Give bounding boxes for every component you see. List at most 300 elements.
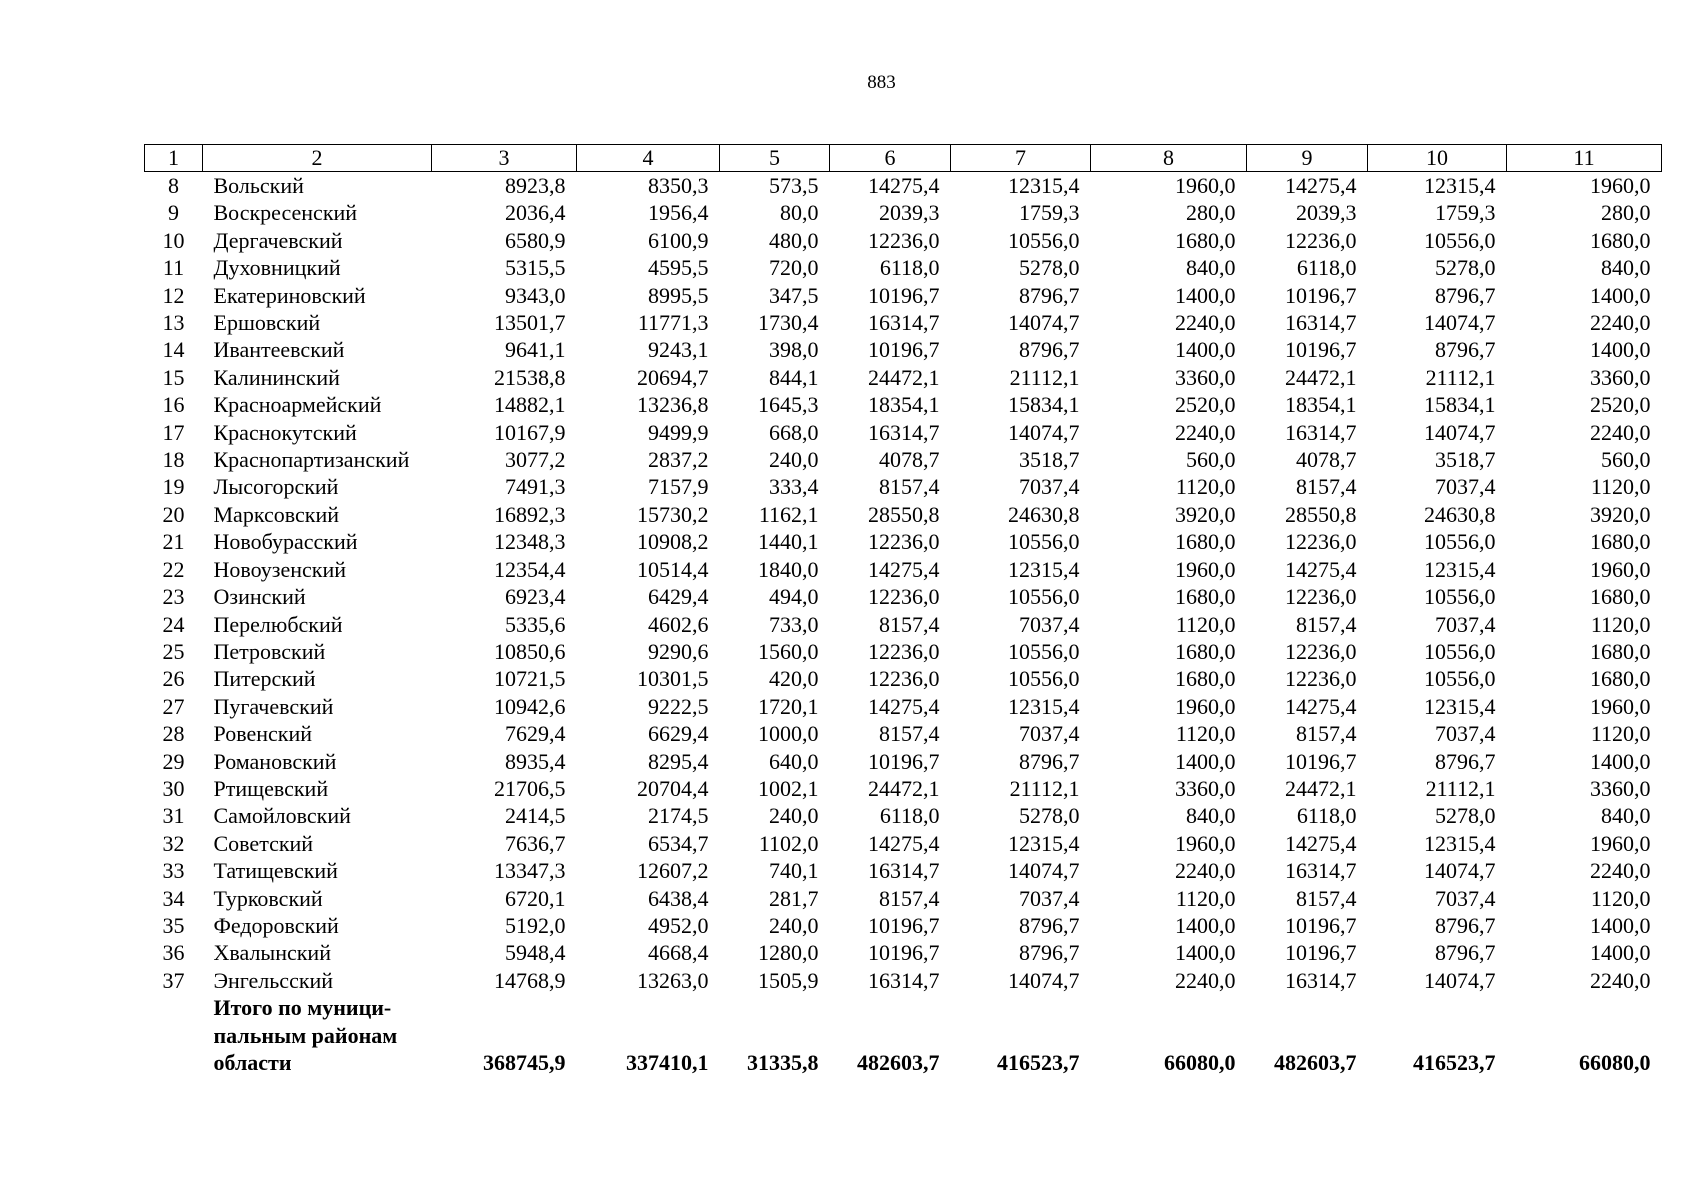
row-number: 36: [162, 940, 185, 966]
row-number: 27: [162, 693, 185, 719]
value-cell: 1120,0: [1175, 611, 1236, 637]
value-cell: 844,1: [769, 364, 819, 390]
value-cell: 7037,4: [1435, 885, 1496, 911]
value-cell: 8796,7: [1435, 282, 1496, 308]
table-row: [145, 473, 1662, 500]
value-cell: 21112,1: [1425, 775, 1496, 801]
value-cell: 6100,9: [648, 227, 709, 253]
district-name: Питерский: [213, 666, 316, 692]
value-cell: 12236,0: [868, 227, 940, 253]
value-cell: 6720,1: [505, 885, 566, 911]
row-number: 35: [162, 912, 185, 938]
value-cell: 1680,0: [1590, 584, 1651, 610]
value-cell: 8157,4: [879, 474, 940, 500]
value-cell: 8157,4: [1296, 474, 1357, 500]
value-cell: 9641,1: [505, 337, 566, 363]
value-cell: 10196,7: [1285, 337, 1357, 363]
total-number-cell: [145, 994, 203, 1076]
value-cell: 1759,3: [1435, 200, 1496, 226]
row-number: 17: [162, 419, 185, 445]
value-cell: 6629,4: [648, 721, 709, 747]
value-cell: 1680,0: [1175, 227, 1236, 253]
page-number: 883: [867, 72, 896, 93]
value-cell: 10196,7: [1285, 748, 1357, 774]
district-name: Духовницкий: [213, 255, 341, 281]
value-cell: 21112,1: [1425, 364, 1496, 390]
value-cell: 1960,0: [1590, 556, 1651, 582]
value-cell: 10942,6: [494, 693, 566, 719]
value-cell: 10556,0: [1008, 227, 1080, 253]
value-cell: 9222,5: [648, 693, 709, 719]
district-name: Турковский: [213, 885, 323, 911]
district-name: Петровский: [213, 638, 326, 664]
value-cell: 12315,4: [1008, 173, 1080, 198]
column-number-header: [145, 145, 1662, 172]
value-cell: 1102,0: [758, 830, 819, 856]
value-cell: 640,0: [769, 748, 819, 774]
value-cell: 12236,0: [868, 666, 940, 692]
value-cell: 2240,0: [1590, 419, 1651, 445]
value-cell: 5278,0: [1435, 255, 1496, 281]
value-cell: 5278,0: [1019, 803, 1080, 829]
value-cell: 8923,8: [505, 173, 566, 198]
value-cell: 8796,7: [1019, 940, 1080, 966]
value-cell: 14074,7: [1008, 967, 1080, 993]
row-number: 32: [162, 830, 185, 856]
value-cell: 2240,0: [1175, 310, 1236, 336]
value-cell: 24630,8: [1008, 501, 1080, 527]
table-row: [145, 172, 1662, 200]
value-cell: 24472,1: [868, 364, 940, 390]
value-cell: 1960,0: [1175, 556, 1236, 582]
value-cell: 10556,0: [1424, 638, 1496, 664]
value-cell: 2240,0: [1590, 310, 1651, 336]
table-row: [145, 665, 1662, 692]
value-cell: 5192,0: [505, 912, 566, 938]
value-cell: 14074,7: [1008, 858, 1080, 884]
row-number: 22: [162, 556, 185, 582]
value-cell: 240,0: [769, 912, 819, 938]
value-cell: 21538,8: [494, 364, 566, 390]
value-cell: 24472,1: [868, 775, 940, 801]
value-cell: 12236,0: [868, 638, 940, 664]
column-header: 11: [1507, 145, 1662, 172]
value-cell: 840,0: [1601, 803, 1651, 829]
value-cell: 16314,7: [868, 967, 940, 993]
value-cell: 12315,4: [1424, 830, 1496, 856]
value-cell: 1120,0: [1175, 721, 1236, 747]
table-row: [145, 775, 1662, 802]
value-cell: 10196,7: [868, 337, 940, 363]
value-cell: 12348,3: [494, 529, 566, 555]
value-cell: 7037,4: [1019, 721, 1080, 747]
table-row: [145, 556, 1662, 583]
value-cell: 240,0: [769, 447, 819, 473]
value-cell: 14275,4: [1285, 830, 1357, 856]
value-cell: 12236,0: [1285, 638, 1357, 664]
value-cell: 1680,0: [1175, 529, 1236, 555]
value-cell: 840,0: [1186, 255, 1236, 281]
value-cell: 3360,0: [1175, 775, 1236, 801]
value-cell: 347,5: [769, 282, 819, 308]
value-cell: 10196,7: [1285, 282, 1357, 308]
district-name: Хвалынский: [213, 940, 331, 966]
value-cell: 1400,0: [1590, 748, 1651, 774]
value-cell: 573,5: [769, 173, 819, 198]
value-cell: 720,0: [769, 255, 819, 281]
value-cell: 8157,4: [879, 611, 940, 637]
value-cell: 1162,1: [758, 501, 819, 527]
value-cell: 1400,0: [1175, 912, 1236, 938]
value-cell: 8157,4: [1296, 885, 1357, 911]
value-cell: 13236,8: [637, 392, 709, 418]
value-cell: 1280,0: [758, 940, 819, 966]
value-cell: 2414,5: [505, 803, 566, 829]
value-cell: 20694,7: [637, 364, 709, 390]
value-cell: 1505,9: [758, 967, 819, 993]
district-name: Самойловский: [213, 803, 351, 829]
value-cell: 1960,0: [1590, 830, 1651, 856]
value-cell: 1400,0: [1175, 282, 1236, 308]
value-cell: 9290,6: [648, 638, 709, 664]
value-cell: 1440,1: [758, 529, 819, 555]
value-cell: 5948,4: [505, 940, 566, 966]
total-value-cell: 66080,0: [1579, 1050, 1651, 1075]
value-cell: 3360,0: [1590, 364, 1651, 390]
table-row: [145, 720, 1662, 747]
row-number: 15: [162, 364, 185, 390]
value-cell: 28550,8: [868, 501, 940, 527]
value-cell: 10850,6: [494, 638, 566, 664]
value-cell: 10721,5: [494, 666, 566, 692]
value-cell: 4595,5: [648, 255, 709, 281]
district-name: Татищевский: [213, 858, 338, 884]
value-cell: 14275,4: [868, 830, 940, 856]
value-cell: 6580,9: [505, 227, 566, 253]
table-row: [145, 748, 1662, 775]
row-number: 23: [162, 584, 185, 610]
value-cell: 10196,7: [1285, 940, 1357, 966]
table-body: [145, 172, 1662, 1077]
value-cell: 3360,0: [1590, 775, 1651, 801]
value-cell: 13347,3: [494, 858, 566, 884]
value-cell: 1120,0: [1590, 885, 1651, 911]
value-cell: 14882,1: [494, 392, 566, 418]
value-cell: 1120,0: [1175, 885, 1236, 911]
value-cell: 1680,0: [1590, 529, 1651, 555]
value-cell: 1730,4: [758, 310, 819, 336]
value-cell: 10196,7: [868, 282, 940, 308]
value-cell: 1960,0: [1175, 693, 1236, 719]
table-row: [145, 309, 1662, 336]
total-label: Итого по муници-пальным районам области: [213, 995, 398, 1075]
value-cell: 2240,0: [1175, 858, 1236, 884]
value-cell: 1400,0: [1590, 282, 1651, 308]
value-cell: 1840,0: [758, 556, 819, 582]
value-cell: 21112,1: [1009, 775, 1080, 801]
value-cell: 7037,4: [1435, 474, 1496, 500]
value-cell: 10301,5: [637, 666, 709, 692]
value-cell: 8157,4: [1296, 721, 1357, 747]
value-cell: 2039,3: [879, 200, 940, 226]
column-header: 4: [577, 145, 720, 172]
value-cell: 3518,7: [1019, 447, 1080, 473]
value-cell: 3920,0: [1175, 501, 1236, 527]
value-cell: 10556,0: [1008, 529, 1080, 555]
value-cell: 10196,7: [868, 940, 940, 966]
value-cell: 1680,0: [1175, 638, 1236, 664]
value-cell: 1560,0: [758, 638, 819, 664]
district-name: Ровенский: [213, 721, 312, 747]
value-cell: 8295,4: [648, 748, 709, 774]
value-cell: 10908,2: [637, 529, 709, 555]
table-row: [145, 419, 1662, 446]
district-name: Энгельсский: [213, 967, 334, 993]
total-row: [145, 994, 1662, 1076]
value-cell: 10556,0: [1008, 666, 1080, 692]
column-header: 10: [1368, 145, 1507, 172]
value-cell: 8157,4: [1296, 611, 1357, 637]
value-cell: 10556,0: [1008, 584, 1080, 610]
value-cell: 16314,7: [1285, 858, 1357, 884]
value-cell: 1956,4: [648, 200, 709, 226]
value-cell: 6429,4: [648, 584, 709, 610]
value-cell: 6534,7: [648, 830, 709, 856]
value-cell: 14275,4: [868, 556, 940, 582]
value-cell: 12315,4: [1424, 173, 1496, 198]
value-cell: 2240,0: [1590, 858, 1651, 884]
district-name: Новоузенский: [213, 556, 347, 582]
district-name: Перелюбский: [213, 611, 343, 637]
district-name: Ртищевский: [213, 775, 329, 801]
row-number: 12: [162, 282, 185, 308]
table-row: [145, 336, 1662, 363]
value-cell: 7037,4: [1435, 611, 1496, 637]
value-cell: 8796,7: [1435, 748, 1496, 774]
value-cell: 16314,7: [868, 419, 940, 445]
value-cell: 5278,0: [1019, 255, 1080, 281]
value-cell: 16892,3: [494, 501, 566, 527]
district-name: Воскресенский: [213, 200, 358, 226]
value-cell: 6438,4: [648, 885, 709, 911]
district-budget-table: [144, 144, 1662, 1076]
district-name: Озинский: [213, 584, 306, 610]
table-row: [145, 254, 1662, 281]
value-cell: 9499,9: [648, 419, 709, 445]
value-cell: 1720,1: [758, 693, 819, 719]
value-cell: 7037,4: [1019, 885, 1080, 911]
row-number: 25: [162, 638, 185, 664]
value-cell: 14074,7: [1008, 419, 1080, 445]
value-cell: 21112,1: [1009, 364, 1080, 390]
row-number: 9: [168, 200, 179, 226]
value-cell: 1680,0: [1590, 638, 1651, 664]
value-cell: 7491,3: [505, 474, 566, 500]
value-cell: 16314,7: [1285, 419, 1357, 445]
table-row: [145, 611, 1662, 638]
value-cell: 10556,0: [1424, 666, 1496, 692]
value-cell: 4952,0: [648, 912, 709, 938]
table-row: [145, 830, 1662, 857]
value-cell: 8796,7: [1435, 912, 1496, 938]
value-cell: 2240,0: [1175, 419, 1236, 445]
value-cell: 12354,4: [494, 556, 566, 582]
value-cell: 16314,7: [1285, 310, 1357, 336]
value-cell: 7157,9: [648, 474, 709, 500]
value-cell: 12236,0: [868, 584, 940, 610]
district-name: Лысогорский: [213, 474, 339, 500]
value-cell: 6118,0: [879, 803, 940, 829]
table-row: [145, 528, 1662, 555]
column-header: 8: [1091, 145, 1247, 172]
value-cell: 4668,4: [648, 940, 709, 966]
value-cell: 3360,0: [1175, 364, 1236, 390]
value-cell: 10196,7: [1285, 912, 1357, 938]
table-row: [145, 446, 1662, 473]
value-cell: 14275,4: [868, 173, 940, 198]
value-cell: 14275,4: [868, 693, 940, 719]
value-cell: 14275,4: [1285, 556, 1357, 582]
row-number: 21: [162, 529, 185, 555]
row-number: 37: [162, 967, 185, 993]
value-cell: 10556,0: [1424, 529, 1496, 555]
value-cell: 740,1: [769, 858, 819, 884]
value-cell: 5278,0: [1435, 803, 1496, 829]
district-name: Марксовский: [213, 501, 339, 527]
value-cell: 12315,4: [1008, 556, 1080, 582]
value-cell: 16314,7: [1285, 967, 1357, 993]
value-cell: 281,7: [769, 885, 819, 911]
value-cell: 560,0: [1186, 447, 1236, 473]
column-header: 3: [432, 145, 577, 172]
column-header: 7: [951, 145, 1091, 172]
value-cell: 14275,4: [1285, 173, 1357, 198]
value-cell: 12607,2: [637, 858, 709, 884]
value-cell: 12315,4: [1008, 693, 1080, 719]
value-cell: 13501,7: [494, 310, 566, 336]
value-cell: 14074,7: [1424, 967, 1496, 993]
value-cell: 2520,0: [1175, 392, 1236, 418]
value-cell: 9343,0: [505, 282, 566, 308]
column-header: 1: [145, 145, 203, 172]
value-cell: 12236,0: [868, 529, 940, 555]
value-cell: 24630,8: [1424, 501, 1496, 527]
value-cell: 10167,9: [494, 419, 566, 445]
row-number: 8: [168, 173, 179, 198]
value-cell: 10196,7: [868, 912, 940, 938]
value-cell: 5335,6: [505, 611, 566, 637]
value-cell: 7629,4: [505, 721, 566, 747]
value-cell: 8796,7: [1435, 940, 1496, 966]
value-cell: 12236,0: [1285, 584, 1357, 610]
value-cell: 1400,0: [1590, 912, 1651, 938]
value-cell: 28550,8: [1285, 501, 1357, 527]
value-cell: 2837,2: [648, 447, 709, 473]
total-value-cell: 482603,7: [1274, 1050, 1357, 1075]
value-cell: 240,0: [769, 803, 819, 829]
value-cell: 1000,0: [758, 721, 819, 747]
value-cell: 12315,4: [1424, 693, 1496, 719]
row-number: 18: [162, 447, 185, 473]
value-cell: 8157,4: [879, 721, 940, 747]
value-cell: 10514,4: [637, 556, 709, 582]
value-cell: 6118,0: [1296, 255, 1357, 281]
value-cell: 398,0: [769, 337, 819, 363]
row-number: 13: [162, 310, 185, 336]
value-cell: 3077,2: [505, 447, 566, 473]
row-number: 10: [162, 227, 185, 253]
value-cell: 1002,1: [758, 775, 819, 801]
value-cell: 20704,4: [637, 775, 709, 801]
value-cell: 1120,0: [1590, 611, 1651, 637]
value-cell: 12315,4: [1008, 830, 1080, 856]
table-row: [145, 364, 1662, 391]
header-row: [145, 145, 1662, 172]
value-cell: 80,0: [780, 200, 819, 226]
value-cell: 7636,7: [505, 830, 566, 856]
total-value-cell: 416523,7: [1413, 1050, 1496, 1075]
value-cell: 280,0: [1601, 200, 1651, 226]
value-cell: 7037,4: [1435, 721, 1496, 747]
district-name: Краснокутский: [213, 419, 357, 445]
district-name: Романовский: [213, 748, 337, 774]
value-cell: 8350,3: [648, 173, 709, 198]
table-row: [145, 939, 1662, 966]
value-cell: 10556,0: [1008, 638, 1080, 664]
table-row: [145, 583, 1662, 610]
value-cell: 1680,0: [1175, 584, 1236, 610]
column-header: 5: [720, 145, 830, 172]
value-cell: 2039,3: [1296, 200, 1357, 226]
value-cell: 8796,7: [1019, 282, 1080, 308]
row-number: 33: [162, 858, 185, 884]
value-cell: 8796,7: [1019, 748, 1080, 774]
table-row: [145, 638, 1662, 665]
district-name: Пугачевский: [213, 693, 334, 719]
row-number: 29: [162, 748, 185, 774]
value-cell: 14074,7: [1424, 858, 1496, 884]
value-cell: 10556,0: [1424, 584, 1496, 610]
total-value-cell: 416523,7: [997, 1050, 1080, 1075]
value-cell: 12236,0: [1285, 666, 1357, 692]
value-cell: 6923,4: [505, 584, 566, 610]
district-name: Красноармейский: [213, 392, 382, 418]
value-cell: 16314,7: [868, 310, 940, 336]
table-row: [145, 967, 1662, 994]
value-cell: 420,0: [769, 666, 819, 692]
column-header: 6: [830, 145, 951, 172]
value-cell: 1400,0: [1175, 337, 1236, 363]
value-cell: 16314,7: [868, 858, 940, 884]
value-cell: 6118,0: [1296, 803, 1357, 829]
value-cell: 18354,1: [1285, 392, 1357, 418]
value-cell: 1680,0: [1590, 227, 1651, 253]
row-number: 31: [162, 803, 185, 829]
value-cell: 1120,0: [1175, 474, 1236, 500]
value-cell: 2520,0: [1590, 392, 1651, 418]
table-row: [145, 802, 1662, 829]
column-header: 2: [203, 145, 432, 172]
value-cell: 14275,4: [1285, 693, 1357, 719]
value-cell: 8157,4: [879, 885, 940, 911]
total-value-cell: 66080,0: [1164, 1050, 1236, 1075]
value-cell: 1680,0: [1175, 666, 1236, 692]
value-cell: 15834,1: [1008, 392, 1080, 418]
value-cell: 14768,9: [494, 967, 566, 993]
value-cell: 1960,0: [1590, 173, 1651, 198]
value-cell: 1400,0: [1590, 337, 1651, 363]
total-value-cell: 337410,1: [626, 1050, 709, 1075]
